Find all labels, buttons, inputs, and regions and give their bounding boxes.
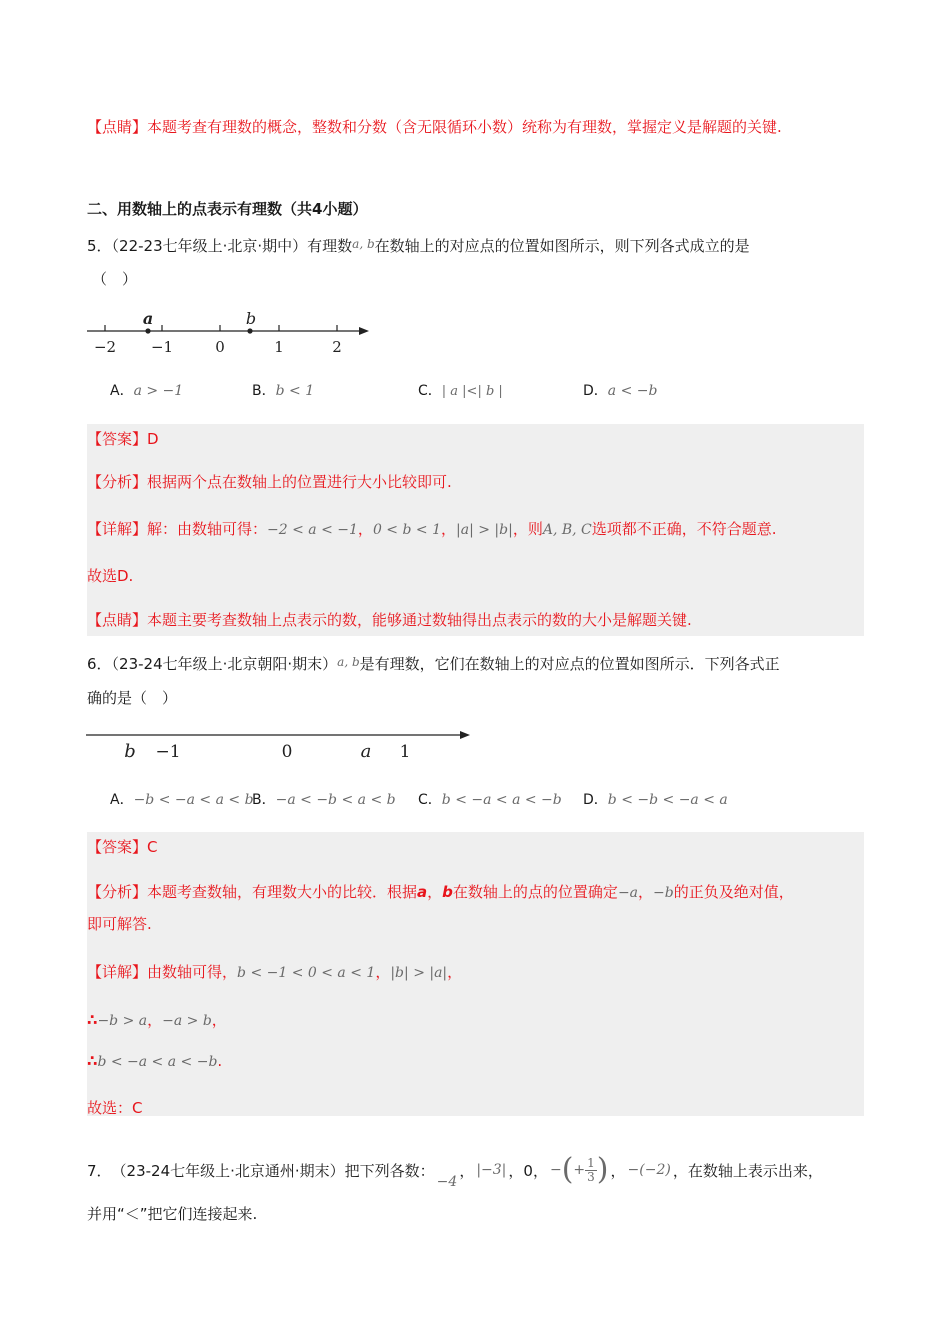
detail-sep: ， [440, 520, 456, 538]
q5-option-a[interactable] [110, 380, 183, 400]
option-expr: −b < −a < a < b [133, 792, 254, 808]
option-label: C． [418, 383, 442, 399]
section-title: 二、用数轴上的点表示有理数（共4小题） [87, 200, 368, 218]
detail-tag: 【详解】 [87, 520, 148, 538]
q6-option-a[interactable] [110, 789, 254, 809]
q6-label-neg1: −1 [155, 742, 181, 762]
q7-line2: 并用“＜”把它们连接起来. [87, 1205, 258, 1223]
q5-option-c[interactable] [418, 380, 503, 400]
q7-sep: ，0， [508, 1161, 548, 1180]
answer-value: D [147, 430, 159, 448]
q7-number: 7． [87, 1161, 112, 1180]
q6-number: 6． [87, 655, 112, 673]
q6-option-b[interactable] [252, 789, 396, 809]
analysis-text: 根据两个点在数轴上的位置进行大小比较即可. [147, 473, 452, 491]
fraction-numerator: 1 [587, 1155, 595, 1170]
q7-num-2: |−3| [476, 1162, 507, 1178]
q5-detail [87, 518, 777, 539]
option-expr: | a |<| b | [441, 384, 503, 399]
q7-sep: ， [459, 1161, 475, 1180]
q5-point-b-label: b [245, 309, 257, 328]
q7-stem [87, 1152, 823, 1190]
detail-mid: ，则 [512, 520, 543, 538]
q5-tick-label: −2 [93, 338, 117, 356]
answer-tag: 【答案】 [87, 838, 148, 856]
therefore-math: −a > b [162, 1013, 212, 1029]
analysis-tag: 【分析】 [87, 883, 148, 901]
q5-number: 5． [87, 237, 112, 255]
q6-stem [87, 653, 780, 674]
q5-stem [87, 235, 750, 256]
option-label: B． [252, 792, 276, 808]
q6-analysis-line2: 即可解答. [87, 915, 152, 933]
q7-minus: − [549, 1162, 562, 1178]
detail-sep: ， [357, 520, 373, 538]
q5-note [87, 609, 692, 630]
detail-tag: 【详解】 [87, 963, 148, 981]
q5-source: （22-23七年级上·北京·期中）有理数 [111, 237, 353, 255]
option-expr: b < −a < a < −b [441, 792, 562, 808]
option-label: D． [583, 792, 608, 808]
analysis-pre: 本题考查数轴，有理数大小的比较．根据 [147, 883, 418, 901]
q7-fraction [585, 1157, 597, 1184]
detail-math: −2 < a < −1 [267, 522, 358, 538]
q6-conclusion: 故选：C [87, 1099, 143, 1117]
q7-num-4: −(−2) [627, 1162, 671, 1178]
q5-conclusion: 故选D. [87, 567, 134, 585]
left-paren: ( [561, 1152, 574, 1187]
q6-detail [87, 961, 462, 982]
analysis-math: −a [617, 885, 639, 901]
q6-label-a: a [360, 741, 372, 762]
therefore-math: −b > a [97, 1013, 148, 1029]
therefore-symbol: ∴ [87, 1011, 98, 1029]
q7-stem-rest: ，在数轴上表示出来， [672, 1161, 823, 1180]
q6-label-0: 0 [281, 742, 293, 762]
q6-stem-line2: 确的是（ ） [87, 689, 178, 707]
option-expr: b < −b < −a < a [607, 792, 728, 808]
answer-tag: 【答案】 [87, 430, 148, 448]
option-expr: −a < −b < a < b [275, 792, 396, 808]
q5-tick-label: 1 [274, 338, 284, 356]
detail-math: |b| > |a| [390, 965, 448, 981]
therefore-sep: ， [147, 1011, 163, 1029]
q7-num-3 [549, 1152, 609, 1187]
q5-option-b[interactable] [252, 380, 314, 400]
note-tag: 【点睛】 [87, 118, 148, 136]
q5-point-a [145, 328, 150, 333]
note-tag: 【点睛】 [87, 611, 148, 629]
analysis-comma: ， [427, 883, 443, 901]
note-text: 本题主要考查数轴上点表示的数，能够通过数轴得出点表示的数的大小是解题关键. [147, 611, 692, 629]
option-expr: b < 1 [275, 383, 315, 399]
q6-therefore-1 [87, 1009, 227, 1030]
q5-point-a-label: a [142, 309, 154, 328]
detail-pre: 由数轴可得， [147, 963, 238, 981]
q5-paren: （ ） [92, 270, 138, 288]
analysis-comma2: ， [638, 883, 654, 901]
q6-therefore-2 [87, 1052, 222, 1070]
q7-num-1: −4 [436, 1174, 458, 1190]
therefore-math: b < −a < a < −b [97, 1054, 218, 1070]
analysis-a: a [417, 883, 428, 901]
q6-option-c[interactable] [418, 789, 562, 809]
right-paren: ) [596, 1152, 609, 1187]
detail-pre: 解：由数轴可得： [147, 520, 268, 538]
q7-sep: ， [610, 1161, 626, 1180]
q7-source: （23-24七年级上·北京通州·期末）把下列各数： [111, 1161, 435, 1180]
detail-math: 0 < b < 1 [372, 522, 441, 538]
q5-ticks [105, 325, 337, 331]
top-note [87, 116, 782, 137]
q5-tick-label: −1 [150, 338, 174, 356]
q5-option-d[interactable] [583, 380, 657, 400]
option-label: A． [110, 792, 134, 808]
q6-source: （23-24七年级上·北京朝阳·期末） [111, 655, 338, 673]
option-expr: a > −1 [133, 383, 184, 399]
q6-vars: a, b [337, 655, 360, 669]
analysis-math: −b [653, 885, 674, 901]
q6-analysis [87, 881, 794, 902]
therefore-symbol: ∴ [87, 1052, 98, 1070]
therefore-end: ， [211, 1011, 227, 1029]
answer-value: C [147, 838, 158, 856]
q5-tick-label: 0 [215, 338, 225, 356]
option-expr: a < −b [607, 383, 658, 399]
option-label: D． [583, 383, 608, 399]
q6-answer [87, 836, 158, 857]
q5-point-b [247, 328, 252, 333]
q5-vars: a, b [352, 237, 375, 251]
q5-axis-arrow [359, 327, 369, 335]
q6-label-1: 1 [399, 742, 411, 762]
q5-number-line [85, 308, 375, 360]
detail-math: |a| > |b| [456, 522, 513, 538]
option-label: B． [252, 383, 276, 399]
q5-tick-label: 2 [332, 338, 342, 356]
q5-analysis [87, 471, 452, 492]
detail-math: A, B, C [542, 522, 592, 538]
q5-answer [87, 428, 159, 449]
q5-stem-rest: 在数轴上的对应点的位置如图所示，则下列各式成立的是 [374, 237, 750, 255]
option-label: C． [418, 792, 442, 808]
q7-plus: + [573, 1162, 586, 1178]
detail-post: 选项都不正确，不符合题意. [591, 520, 777, 538]
detail-sep: ， [375, 963, 391, 981]
analysis-mid: 在数轴上的点的位置确定 [452, 883, 618, 901]
note-text: 本题考查有理数的概念，整数和分数（含无限循环小数）统称为有理数，掌握定义是解题的关键. [147, 118, 782, 136]
analysis-tag: 【分析】 [87, 473, 148, 491]
q6-label-b: b [124, 741, 136, 762]
q6-option-d[interactable] [583, 789, 728, 809]
detail-end: ， [447, 963, 463, 981]
analysis-post: 的正负及绝对值， [673, 883, 794, 901]
q6-number-line [86, 724, 476, 764]
q6-axis-arrow [460, 731, 470, 739]
analysis-b: b [442, 883, 453, 901]
option-label: A． [110, 383, 134, 399]
detail-math: b < −1 < 0 < a < 1 [237, 965, 376, 981]
fraction-denominator: 3 [587, 1169, 595, 1184]
therefore-end: . [217, 1052, 223, 1070]
q6-stem-rest: 是有理数，它们在数轴上的对应点的位置如图所示．下列各式正 [359, 655, 780, 673]
